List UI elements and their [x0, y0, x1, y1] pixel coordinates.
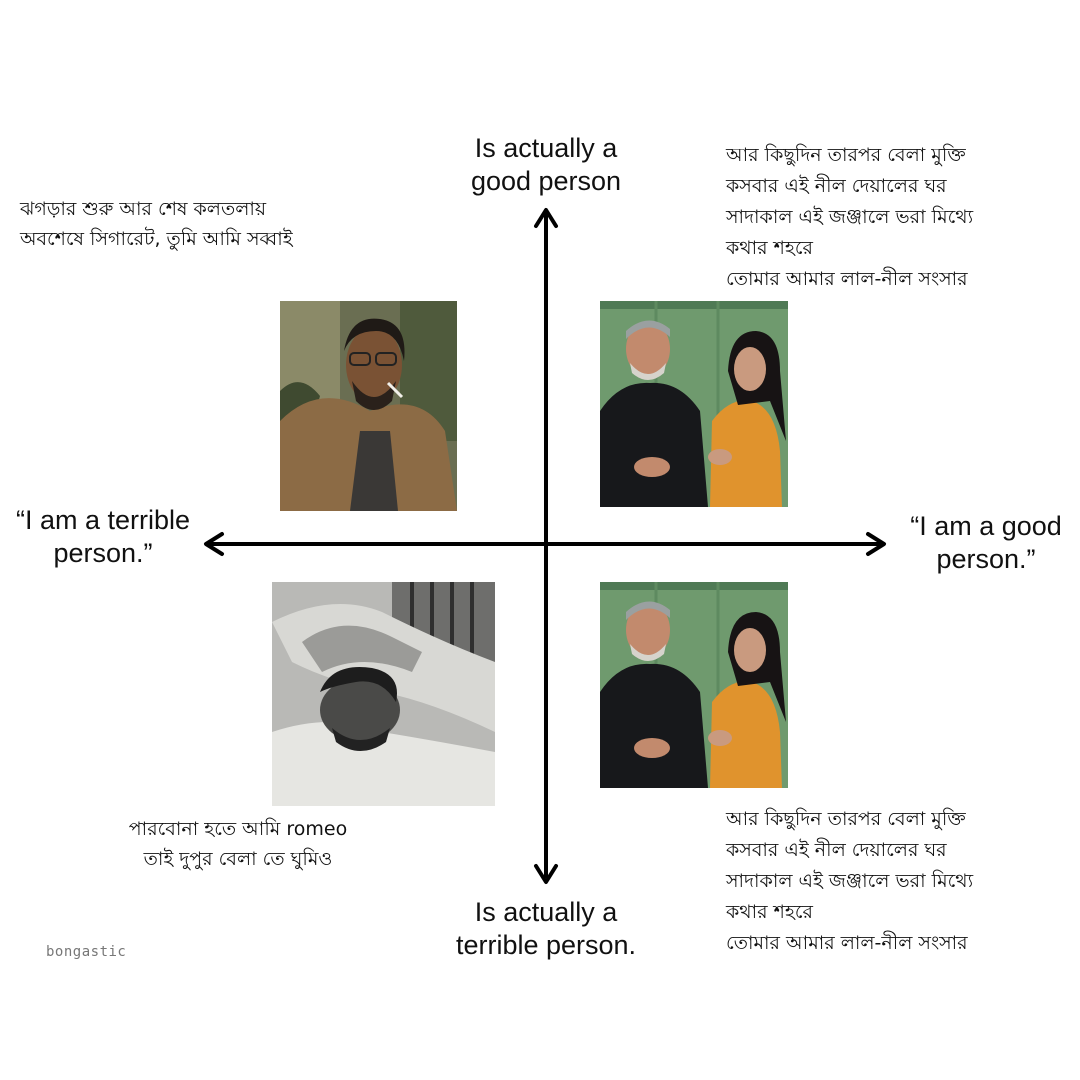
lyric-line: সাদাকাল এই জঞ্জালে ভরা মিথ্যে	[726, 206, 974, 228]
axis-label-bottom-line-2: terrible person.	[455, 930, 637, 960]
photo-top-right	[600, 301, 788, 507]
axis-label-left-line-1: “I am a terrible	[15, 505, 191, 535]
axis-label-left	[0, 504, 206, 570]
axis-label-right-line-2: person.”	[936, 544, 1036, 574]
lyric-line: কসবার এই নীল দেয়ালের ঘর	[726, 175, 947, 197]
lyric-line: তোমার আমার লাল-নীল সংসার	[726, 268, 968, 290]
axis-label-bottom-line-1: Is actually a	[474, 897, 618, 927]
lyric-line: আর কিছুদিন তারপর বেলা মুক্তি	[726, 808, 966, 830]
axis-label-bottom	[426, 896, 666, 962]
lyric-line: কথার শহরে	[726, 237, 813, 259]
axis-label-left-line-2: person.”	[53, 538, 153, 568]
axis-label-right-line-1: “I am a good	[910, 511, 1062, 541]
lyric-top-right	[726, 140, 973, 295]
lyric-line: তাই দুপুর বেলা তে ঘুমিও	[143, 848, 333, 870]
axis-label-top-line-2: good person	[470, 166, 622, 196]
lyric-line: অবশেষে সিগারেট, তুমি আমি সব্বাই	[20, 228, 293, 250]
axis-label-top-line-1: Is actually a	[474, 133, 618, 163]
watermark: bongastic	[46, 944, 127, 960]
photo-top-left	[280, 301, 457, 511]
lyric-line: কথার শহরে	[726, 901, 813, 923]
lyric-line: কসবার এই নীল দেয়ালের ঘর	[726, 839, 947, 861]
axis-label-right	[892, 510, 1080, 576]
lyric-line: পারবোনা হতে আমি romeo	[128, 818, 348, 840]
lyric-line: সাদাকাল এই জঞ্জালে ভরা মিথ্যে	[726, 870, 974, 892]
lyric-bottom-left	[70, 814, 406, 874]
photo-bottom-left	[272, 582, 495, 806]
lyric-bottom-right	[726, 804, 973, 959]
lyric-line: তোমার আমার লাল-নীল সংসার	[726, 932, 968, 954]
lyric-line: আর কিছুদিন তারপর বেলা মুক্তি	[726, 144, 966, 166]
axis-label-top	[446, 132, 646, 198]
lyric-top-left	[20, 194, 293, 254]
photo-bottom-right	[600, 582, 788, 788]
lyric-line: ঝগড়ার শুরু আর শেষ কলতলায়	[20, 198, 267, 220]
